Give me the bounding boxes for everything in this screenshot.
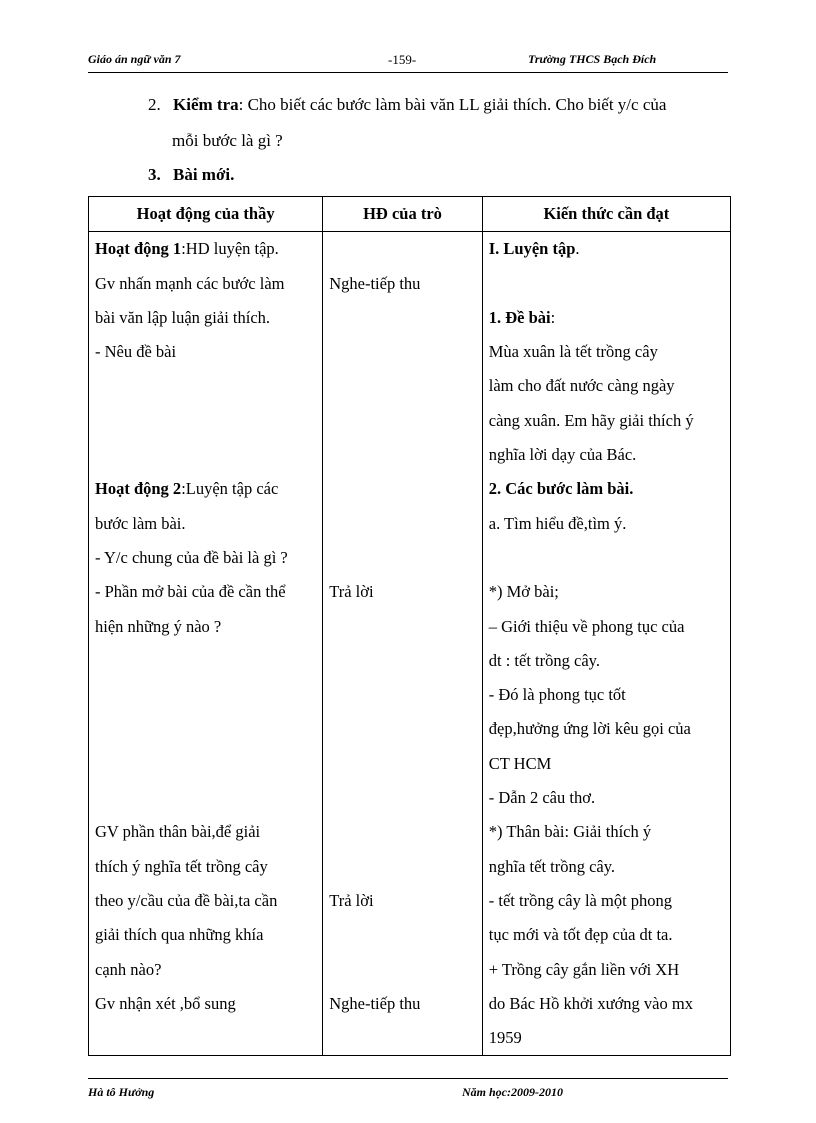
teacher-text [95,411,99,430]
knowledge-line [489,575,724,609]
teacher-line [95,884,316,918]
student-line [329,815,476,849]
student-line [329,301,476,335]
table-header-row [89,197,731,232]
item-3-number: 3. [148,165,161,184]
table-body-row [89,232,731,1056]
student-line: Nghe-tiếp thu [329,273,421,293]
knowledge-text: *) Thân bài: Giải thích ý [488,822,652,842]
knowledge-line [489,884,724,918]
knowledge-line [489,850,724,884]
knowledge-text: *) Mở bài; [488,582,559,602]
teacher-text: GV phần thân bài,để giải [95,822,261,842]
teacher-bold-text: Hoạt động 2 [95,479,182,499]
teacher-line [95,987,316,1021]
teacher-text [95,719,99,738]
teacher-text: Gv nhận xét ,bổ sung [95,993,236,1013]
page-footer [88,1078,728,1103]
student-line: Trả lời [329,582,374,602]
teacher-line [95,301,316,335]
knowledge-text: 1959 [488,1028,522,1048]
knowledge-text: . [575,239,580,259]
teacher-line [95,644,316,678]
teacher-text: bài văn lập luận giải thích. [95,307,271,327]
knowledge-text: nghĩa tết trồng cây. [488,856,616,876]
teacher-text [95,685,99,704]
intro-item-2 [148,88,666,122]
header-subject: Giáo án ngữ văn 7 [88,52,181,66]
knowledge-text: Mùa xuân là tết trồng cây [488,342,658,362]
knowledge-text [489,548,493,567]
knowledge-line [489,781,724,815]
teacher-text [95,754,99,773]
student-line [329,644,476,678]
teacher-line [95,747,316,781]
knowledge-text: + Trồng cây gắn liền với XH [488,959,680,979]
item-2-heading: Kiểm tra [173,95,239,114]
knowledge-line [489,369,724,403]
header-knowledge: Kiến thức cần đạt [482,197,730,232]
knowledge-line [489,267,724,301]
teacher-text: giải thích qua những khía [95,925,264,945]
teacher-line [95,404,316,438]
header-school: Trường THCS Bạch Đích [528,52,657,66]
teacher-line [95,507,316,541]
knowledge-line [489,301,724,335]
teacher-bold-text: Hoạt động 1 [95,239,182,259]
teacher-text: theo y/cầu của đề bài,ta cần [95,890,278,910]
page-header [88,50,728,73]
teacher-text: :Luyện tập các [181,479,279,499]
teacher-line [95,953,316,987]
knowledge-text: - Dẫn 2 câu thơ. [488,788,596,808]
student-line [329,610,476,644]
teacher-line [95,678,316,712]
student-line [329,438,476,472]
header-page-number: -159- [388,52,417,67]
student-line [329,404,476,438]
student-line [329,335,476,369]
knowledge-line [489,953,724,987]
header-student: HĐ của trò [323,197,483,232]
student-line [329,232,476,266]
intro-item-3 [148,158,234,192]
teacher-text: - Nêu đề bài [95,342,177,362]
teacher-line [95,438,316,472]
teacher-text: thích ý nghĩa tết trồng cây [95,856,268,876]
teacher-text: Gv nhấn mạnh các bước làm [95,273,285,293]
item-3-heading: Bài mới. [173,165,235,184]
student-line: Trả lời [329,890,374,910]
teacher-line [95,335,316,369]
teacher-text: bước làm bài. [95,513,186,533]
teacher-line [95,815,316,849]
item-2-text: : Cho biết các bước làm bài văn LL giải thích. Cho biết y/c của [238,95,667,114]
teacher-line [95,850,316,884]
teacher-text: - Phần mở bài của đề cần thể [95,582,286,602]
knowledge-text: : [550,307,556,327]
teacher-line [95,918,316,952]
student-line [329,747,476,781]
student-line [329,712,476,746]
knowledge-text: - Đó là phong tục tốt [488,685,626,705]
student-line [329,850,476,884]
knowledge-text: nghĩa lời dạy của Bác. [488,445,637,465]
footer-year: Năm học:2009-2010 [462,1085,563,1099]
teacher-column [89,232,323,1056]
knowledge-text: a. Tìm hiểu đề,tìm ý. [488,513,627,533]
teacher-line [95,712,316,746]
knowledge-bold-text: I. Luyện tập [488,239,576,259]
teacher-text: cạnh nào? [95,959,162,979]
student-line [329,953,476,987]
student-line [329,507,476,541]
knowledge-text: do Bác Hồ khởi xướng vào mx [488,993,693,1013]
knowledge-text: đẹp,hưởng ứng lời kêu gọi của [488,719,691,739]
student-line [329,541,476,575]
knowledge-line [489,507,724,541]
footer-author: Hà tô Hưởng [88,1085,155,1099]
teacher-text: - Y/c chung của đề bài là gì ? [95,547,288,567]
student-line [329,781,476,815]
knowledge-line [489,335,724,369]
teacher-line [95,267,316,301]
teacher-text [95,651,99,670]
knowledge-text: – Giới thiệu về phong tục của [488,616,685,636]
knowledge-line [489,712,724,746]
knowledge-bold-text: 2. Các bước làm bài. [488,479,634,499]
teacher-line [95,369,316,403]
student-line [329,918,476,952]
teacher-text [95,376,99,395]
student-line [329,472,476,506]
teacher-line [95,610,316,644]
knowledge-line [489,232,724,266]
lesson-table [88,196,731,1056]
knowledge-column [482,232,730,1056]
knowledge-line [489,644,724,678]
knowledge-text [489,274,493,293]
knowledge-line [489,438,724,472]
item-2-number: 2. [148,95,161,114]
knowledge-text: CT HCM [488,753,552,773]
teacher-line [95,472,316,506]
header-teacher: Hoạt động của thầy [89,197,323,232]
knowledge-line [489,541,724,575]
knowledge-line [489,610,724,644]
teacher-text: hiện những ý nào ? [95,616,222,636]
knowledge-text: - tết trồng cây là một phong [488,890,673,910]
knowledge-line [489,1021,724,1055]
teacher-line [95,541,316,575]
teacher-text: :HD luyện tập. [181,239,279,259]
knowledge-line [489,815,724,849]
student-column [323,232,483,1056]
knowledge-bold-text: 1. Đề bài [488,307,551,327]
knowledge-line [489,472,724,506]
knowledge-line [489,918,724,952]
teacher-text [95,445,99,464]
teacher-line [95,781,316,815]
knowledge-text: làm cho đất nước càng ngày [488,376,675,396]
student-line: Nghe-tiếp thu [329,993,421,1013]
student-line [329,678,476,712]
knowledge-text: càng xuân. Em hãy giải thích ý [488,410,694,430]
intro-item-2-cont: mỗi bước là gì ? [172,131,283,150]
knowledge-text: dt : tết trồng cây. [488,650,600,670]
teacher-line [95,232,316,266]
teacher-text [95,788,99,807]
knowledge-line [489,404,724,438]
knowledge-text: tục mới và tốt đẹp của dt ta. [488,925,673,945]
knowledge-line [489,747,724,781]
student-line [329,369,476,403]
knowledge-line [489,678,724,712]
teacher-line [95,575,316,609]
knowledge-line [489,987,724,1021]
